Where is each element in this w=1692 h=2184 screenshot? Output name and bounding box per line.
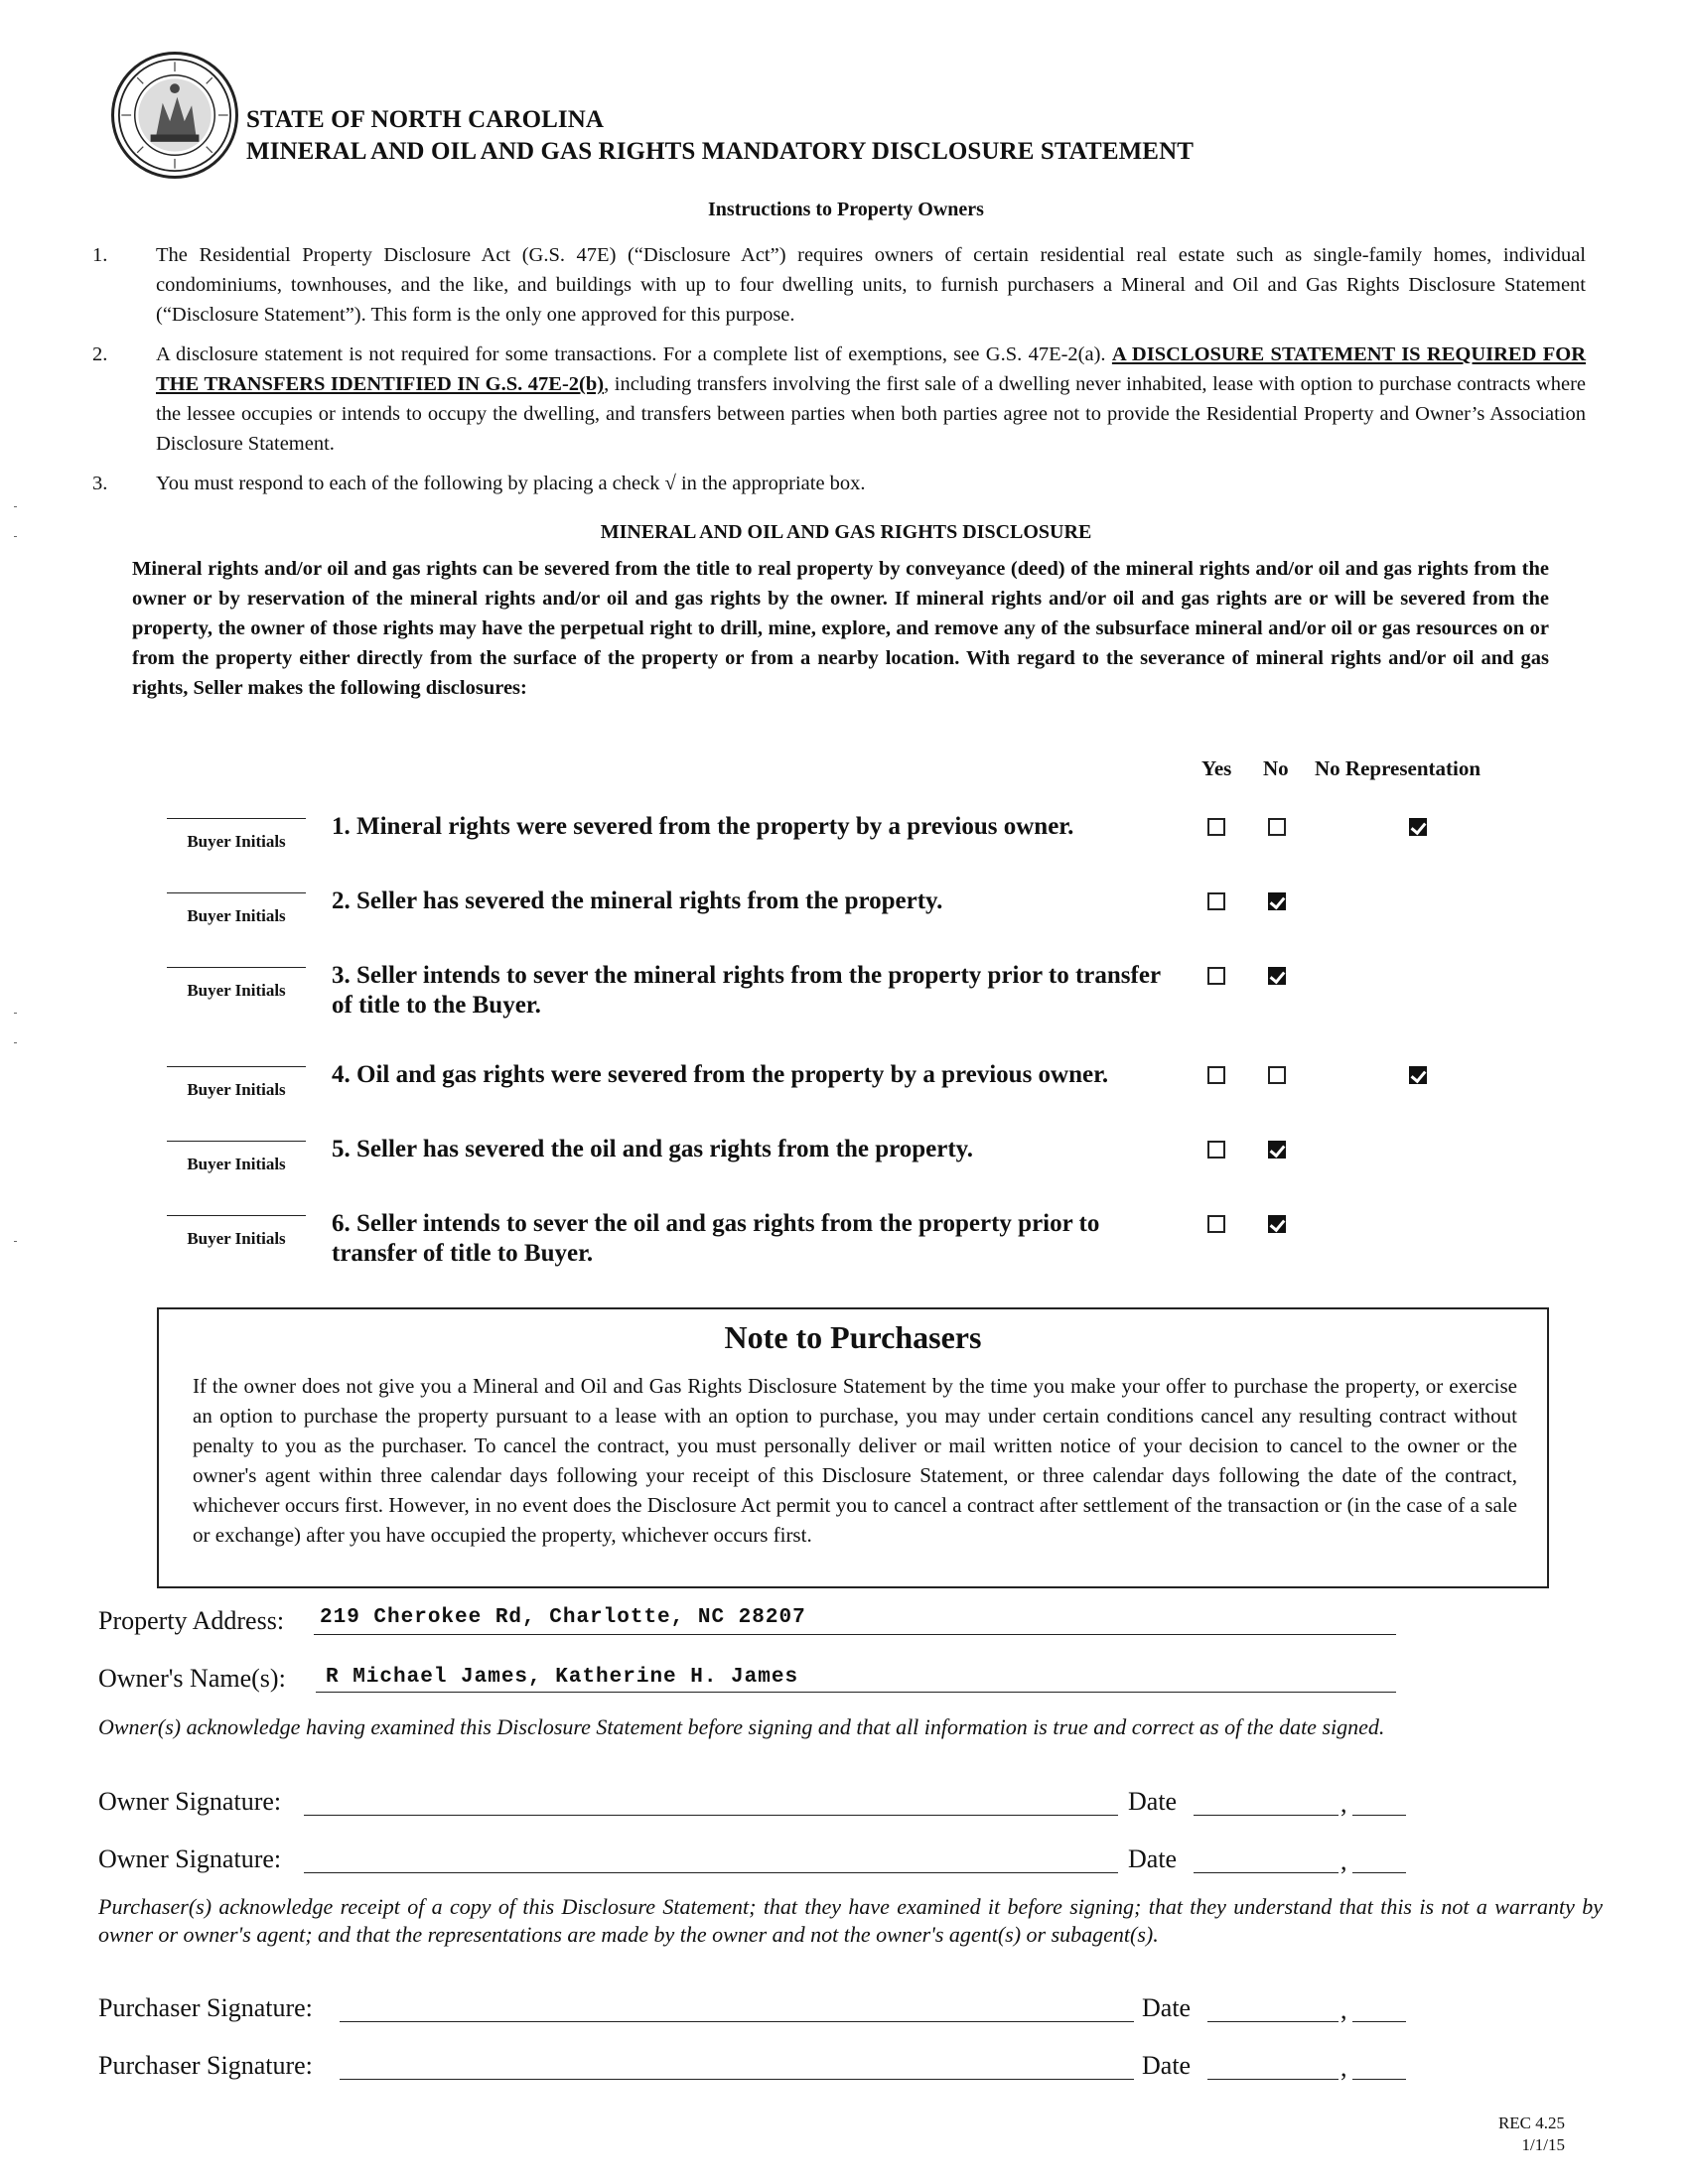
scan-mark bbox=[14, 536, 17, 537]
note-title: Note to Purchasers bbox=[724, 1319, 982, 1355]
date-comma: , bbox=[1340, 1789, 1347, 1818]
date-year-line[interactable] bbox=[1352, 1872, 1406, 1873]
property-address-value[interactable]: 219 Cherokee Rd, Charlotte, NC 28207 bbox=[320, 1606, 806, 1629]
owner-signature-label: Owner Signature: bbox=[98, 1844, 282, 1873]
form-footer bbox=[1498, 2113, 1565, 2156]
form-date: 1/1/15 bbox=[1521, 2135, 1565, 2154]
owner-names-line bbox=[316, 1692, 1396, 1693]
date-year-line[interactable] bbox=[1352, 2021, 1406, 2022]
checkbox-no[interactable] bbox=[1268, 892, 1286, 910]
form-code: REC 4.25 bbox=[1497, 2114, 1565, 2132]
buyer-initials-label: Buyer Initials bbox=[187, 832, 286, 851]
property-address-line bbox=[314, 1634, 1396, 1635]
buyer-initials-label: Buyer Initials bbox=[187, 1229, 286, 1248]
scan-mark bbox=[14, 506, 17, 507]
question-text: 6. Seller intends to sever the oil and gas rights from the property prior to transfer of title to Buyer. bbox=[332, 1210, 1100, 1267]
owner-names-value[interactable]: R Michael James, Katherine H. James bbox=[326, 1666, 799, 1689]
date-label: Date bbox=[1128, 1787, 1178, 1816]
purchaser-signature-line[interactable] bbox=[340, 2079, 1134, 2080]
title-line-2: MINERAL AND OIL AND GAS RIGHTS MANDATORY DISCLOSURE STATEMENT bbox=[246, 138, 1194, 165]
buyer-initials-label: Buyer Initials bbox=[187, 1080, 286, 1099]
column-yes: Yes bbox=[1201, 756, 1232, 780]
question-text: 2. Seller has severed the mineral rights from the property. bbox=[332, 887, 943, 914]
owner-signature-line[interactable] bbox=[304, 1815, 1118, 1816]
form-title bbox=[246, 104, 1194, 168]
buyer-initials-line[interactable] bbox=[167, 967, 306, 968]
owner-signature-line[interactable] bbox=[304, 1872, 1118, 1873]
instruction-item-3: 3. You must respond to each of the following by placing a check √ in the appropriate box. bbox=[92, 473, 866, 494]
date-year-line[interactable] bbox=[1352, 1815, 1406, 1816]
purchaser-signature-label: Purchaser Signature: bbox=[98, 1993, 313, 2022]
date-line[interactable] bbox=[1207, 2079, 1339, 2080]
question-text: 5. Seller has severed the oil and gas rights from the property. bbox=[332, 1136, 974, 1162]
date-label: Date bbox=[1128, 1844, 1178, 1873]
checkbox-yes[interactable] bbox=[1207, 1141, 1225, 1159]
disclosure-heading: MINERAL AND OIL AND GAS RIGHTS DISCLOSURE bbox=[600, 521, 1092, 543]
checkbox-yes[interactable] bbox=[1207, 818, 1225, 836]
checkbox-no[interactable] bbox=[1268, 818, 1286, 836]
owner-signature-label: Owner Signature: bbox=[98, 1787, 282, 1816]
checkbox-no-representation[interactable] bbox=[1409, 1066, 1427, 1084]
buyer-initials-line[interactable] bbox=[167, 1215, 306, 1216]
title-line-1: STATE OF NORTH CAROLINA bbox=[246, 106, 605, 133]
purchaser-acknowledgement: Purchaser(s) acknowledge receipt of a copy of this Disclosure Statement; that they have examined it before signing; that they understand that this is not a warranty by owner or owner's agent; and that the representations are made by the owner and not the owner's agent(s) or subagent(s). bbox=[98, 1894, 1603, 1947]
date-line[interactable] bbox=[1194, 1872, 1339, 1873]
question-text: 1. Mineral rights were severed from the property by a previous owner. bbox=[332, 813, 1074, 840]
checkbox-yes[interactable] bbox=[1207, 1066, 1225, 1084]
scan-mark bbox=[14, 1013, 17, 1014]
date-comma: , bbox=[1340, 1995, 1347, 2024]
purchaser-signature-label: Purchaser Signature: bbox=[98, 2051, 313, 2080]
checkbox-no[interactable] bbox=[1268, 1141, 1286, 1159]
disclosure-required-emphasis: A DISCLOSURE STATEMENT IS REQUIRED FOR THE TRANSFERS IDENTIFIED IN G.S. 47E-2(b) bbox=[156, 343, 1587, 395]
column-no-representation: No Representation bbox=[1315, 756, 1481, 780]
buyer-initials-line[interactable] bbox=[167, 1066, 306, 1067]
scan-mark bbox=[14, 1241, 17, 1242]
disclosure-body: Mineral rights and/or oil and gas rights can be severed from the title to real property by conveyance (deed) of the mineral rights and/or oil and gas rights from the owner or by reservation of the mineral rights and/or oil and gas rights by the owner. If mineral rights and/or oil and gas rights are or will be severed from the property, the owner of those rights may have the perpetual right to drill, mine, explore, and remove any of the subsurface mineral and/or oil or gas resources on or from the property either directly from the surface of the property or from a nearby location. With regard to the severance of mineral rights and/or oil and gas rights, Seller makes the following disclosures: bbox=[132, 558, 1549, 699]
date-label: Date bbox=[1142, 2051, 1192, 2080]
checkbox-yes[interactable] bbox=[1207, 892, 1225, 910]
instructions-heading: Instructions to Property Owners bbox=[708, 199, 984, 220]
checkbox-no-representation[interactable] bbox=[1409, 818, 1427, 836]
date-comma: , bbox=[1340, 2053, 1347, 2082]
question-text: 4. Oil and gas rights were severed from the property by a previous owner. bbox=[332, 1061, 1109, 1088]
purchaser-signature-line[interactable] bbox=[340, 2021, 1134, 2022]
question-text: 3. Seller intends to sever the mineral rights from the property prior to transfer of title to the Buyer. bbox=[332, 962, 1161, 1019]
buyer-initials-label: Buyer Initials bbox=[187, 981, 286, 1000]
checkbox-yes[interactable] bbox=[1207, 1215, 1225, 1233]
buyer-initials-label: Buyer Initials bbox=[187, 906, 286, 925]
date-comma: , bbox=[1340, 1846, 1347, 1875]
buyer-initials-label: Buyer Initials bbox=[187, 1155, 286, 1173]
instruction-item-1: 1. The Residential Property Disclosure Act (G.S. 47E) (“Disclosure Act”) requires owners of certain residential real estate such as single-family homes, individual condominiums, townhouses, and the like, and buildings with up to four dwelling units, to furnish purchasers a Mineral and Oil and Gas Rights Disclosure Statement (“Disclosure Statement”). This form is the only one approved for this purpose. bbox=[92, 244, 1586, 326]
property-address-label: Property Address: bbox=[98, 1606, 285, 1635]
checkbox-no[interactable] bbox=[1268, 1066, 1286, 1084]
owner-acknowledgement: Owner(s) acknowledge having examined this Disclosure Statement before signing and that all information is true and correct as of the date signed. bbox=[98, 1714, 1385, 1739]
note-body: If the owner does not give you a Mineral and Oil and Gas Rights Disclosure Statement by the time you make your offer to purchase the property, or exercise an option to purchase the property pursuant to a lease with an option to purchase, you may under certain conditions cancel any resulting contract without penalty to you as the purchaser. To cancel the contract, you must personally deliver or mail written notice of your decision to cancel to the owner or the owner's agent within three calendar days following your receipt of this Disclosure Statement, or three calendar days following the date of the contract, whichever occurs first. However, in no event does the Disclosure Act permit you to cancel a contract after settlement of the transaction or (in the case of a sale or exchange) after you have occupied the property, whichever occurs first. bbox=[193, 1374, 1517, 1547]
checkbox-no[interactable] bbox=[1268, 1215, 1286, 1233]
date-line[interactable] bbox=[1207, 2021, 1339, 2022]
checkbox-yes[interactable] bbox=[1207, 967, 1225, 985]
date-year-line[interactable] bbox=[1352, 2079, 1406, 2080]
note-to-purchasers-box bbox=[157, 1307, 1549, 1588]
buyer-initials-line[interactable] bbox=[167, 892, 306, 893]
owner-names-label: Owner's Name(s): bbox=[98, 1664, 286, 1693]
scan-mark bbox=[14, 1042, 17, 1043]
buyer-initials-line[interactable] bbox=[167, 818, 306, 819]
instruction-item-2: 2. A disclosure statement is not required for some transactions. For a complete list of exemptions, see G.S. 47E-2(a). A DISCLOSURE STATEMENT IS REQUIRED FOR THE TRANSFERS IDENTIFIED IN G.S. 47E-2(b), including transfers involving the first sale of a dwelling never inhabited, lease with option to purchase contracts where the lessee occupies or intends to occupy the dwelling, and transfers between parties when both parties agree not to provide the Residential Property and Owner’s Association Disclosure Statement. bbox=[92, 343, 1587, 455]
checkbox-no[interactable] bbox=[1268, 967, 1286, 985]
date-label: Date bbox=[1142, 1993, 1192, 2022]
column-no: No bbox=[1263, 756, 1289, 780]
state-seal-icon bbox=[111, 52, 238, 179]
date-line[interactable] bbox=[1194, 1815, 1339, 1816]
buyer-initials-line[interactable] bbox=[167, 1141, 306, 1142]
